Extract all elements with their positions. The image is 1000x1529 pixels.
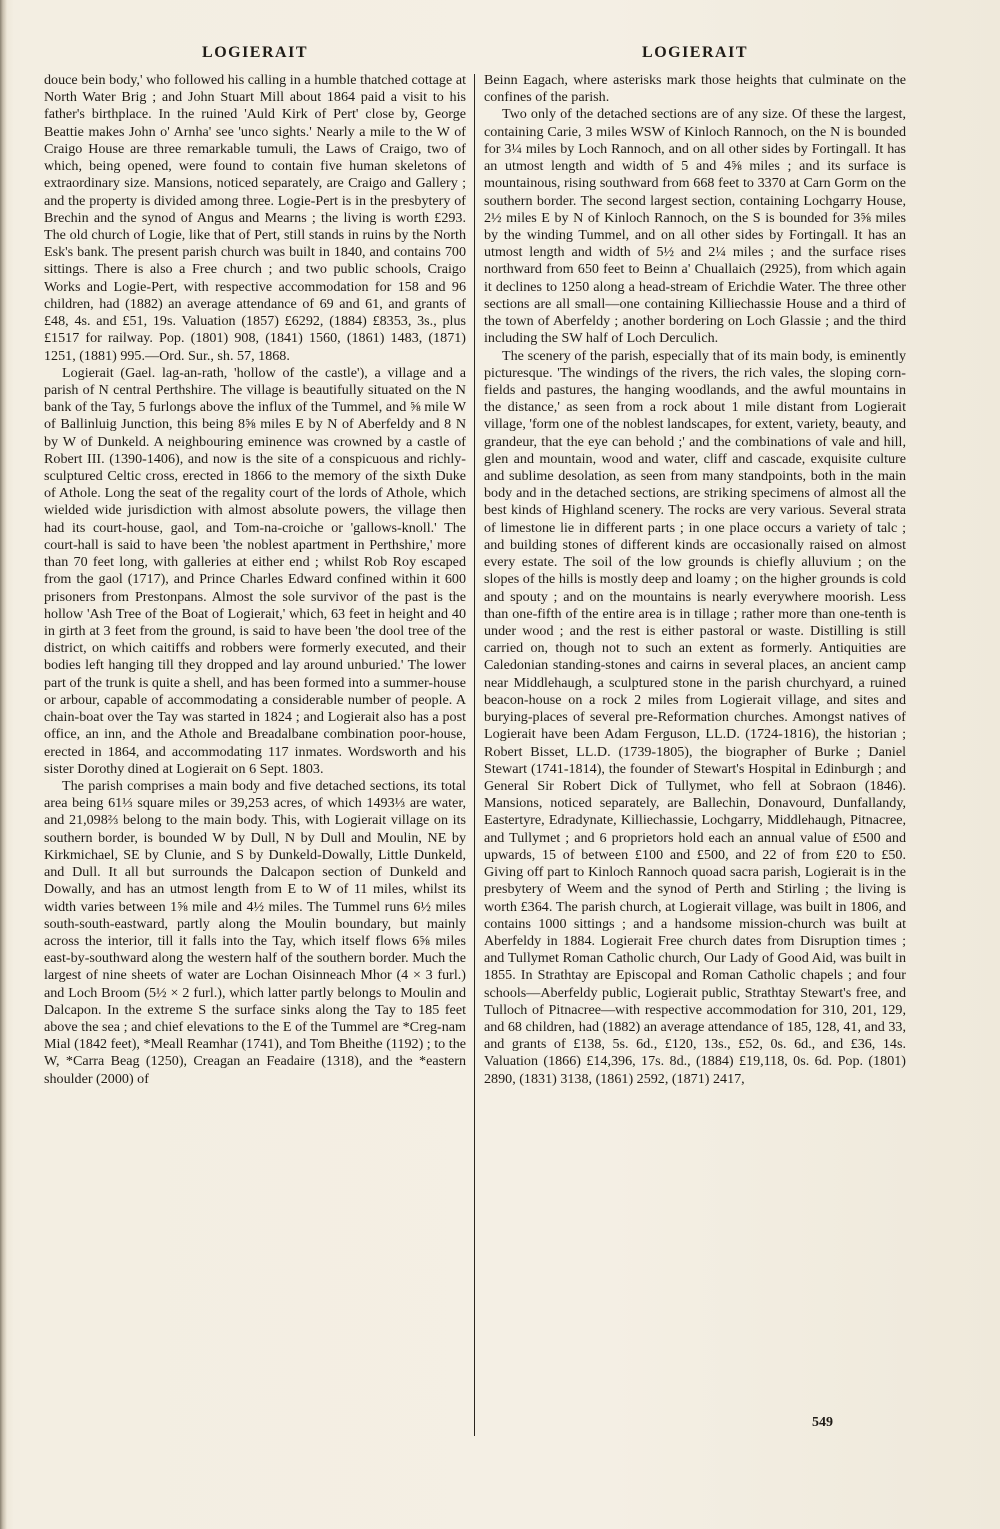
left-paragraph-1: douce bein body,' who followed his calling in a humble thatched cottage at North Water Brig ; and John Stuart Mill about 1864 paid a visit to his father's birthplace. In the ruined 'Auld Kirk of Pert' close by, George Beattie makes John o' Arnha' see 'unco sights.' Nearly a mile to the W of Craigo House are three remarkable tumuli, the Laws of Craigo, two of which, being opened, were found to contain five human skeletons of extraordinary size. Mansions, noticed separately, are Craigo and Gallery ; and the property is divided among three. Logie-Pert is in the presbytery of Brechin and the synod of Angus and Mearns ; the living is worth £293. The old church of Logie, like that of Pert, still stands in ruins by the North Esk's bank. The present parish church was built in 1840, and contains 700 sittings. There is also a Free church ; and two public schools, Craigo Works and Logie-Pert, with respective accommodation for 158 and 96 children, had (1882) an average attendance of 69 and 61, and grants of £48, 4s. and £51, 19s. Valuation (1857) £6292, (1884) £8353, 3s., plus £1517 for railway. Pop. (1801) 908, (1841) 1560, (1861) 1483, (1871) 1251, (1881) 995.—Ord. Sur., sh. 57, 1868. <box>44 72 466 364</box>
right-paragraph-1: Beinn Eagach, where asterisks mark those heights that culminate on the confines of the parish. <box>484 72 906 106</box>
column-divider <box>474 74 475 1436</box>
binding-edge <box>0 0 7 1529</box>
right-paragraph-3: The scenery of the parish, especially that of its main body, is eminently picturesque. 'The windings of the rivers, the rich vales, the sloping corn-fields and pastures, the hanging woodlands, and the awful mountains in the distance,' as seen from a rock about 1 mile distant from Logierait village, 'form one of the noblest landscapes, for extent, variety, beauty, and grandeur, that the eye can behold ;' and the combinations of vale and hill, glen and mountain, wood and water, cliff and cascade, exquisite culture and sublime desolation, as seen from many standpoints, both in the main body and in the detached sections, are striking specimens of almost all the best kinds of Highland scenery. The rocks are very various. Several strata of limestone lie in different parts ; in one place occurs a variety of talc ; and building stones of different kinds are occasionally raised on almost every estate. The soil of the low grounds is chiefly alluvium ; on the slopes of the hills is mostly deep and loamy ; on the higher grounds is cold and spouty ; and on the mountains is nearly everywhere moorish. Less than one-fifth of the entire area is in tillage ; rather more than one-tenth is under wood ; and the rest is either pastoral or waste. Distilling is still carried on, though not to such an extent as formerly. Antiquities are Caledonian standing-stones and cairns in several places, an ancient camp near Middlehaugh, a sculptured stone in the parish churchyard, a ruined beacon-house on a rock 2 miles from Logierait village, and sites and burying-places of several pre-Reformation churches. Amongst natives of Logierait have been Adam Ferguson, LL.D. (1724-1816), the historian ; Robert Bisset, LL.D. (1739-1805), the biographer of Burke ; Daniel Stewart (1741-1814), the founder of Stewart's Hospital in Edinburgh ; and General Sir Robert Dick of Tullymet, who fell at Sobraon (1846). Mansions, noticed separately, are Ballechin, Donavourd, Dunfallandy, Eastertyre, Edradynate, Killiechassie, Lochgarry, Middlehaugh, Pitnacree, and Tullymet ; and 6 proprietors hold each an annual value of £500 and upwards, 15 of between £100 and £500, and 22 of from £20 to £50. Giving off part to Kinloch Rannoch quoad sacra parish, Logierait is in the presbytery of Weem and the synod of Perth and Stirling ; the living is worth £364. The parish church, at Logierait village, was built in 1806, and contains 1000 sittings ; and a handsome mission-church was built at Aberfeldy in 1884. Logierait Free church dates from Disruption times ; and Tullymet Roman Catholic church, Our Lady of Good Aid, was built in 1855. In Strathtay are Episcopal and Roman Catholic chapels ; and four schools—Aberfeldy public, Logierait public, Strathtay Stewart's free, and Tulloch of Pitnacree—with respective accommodation for 310, 201, 129, and 68 children, had (1882) an average attendance of 185, 128, 41, and 33, and grants of £138, 5s. 6d., £120, 13s., £52, 0s. 6d., and £36, 14s. Valuation (1866) £14,396, 17s. 8d., (1884) £19,118, 0s. 6d. Pop. (1801) 2890, (1831) 3138, (1861) 2592, (1871) 2417, <box>484 347 906 1087</box>
right-running-head: LOGIERAIT <box>642 44 748 61</box>
left-running-head: LOGIERAIT <box>202 44 308 61</box>
right-column <box>484 72 906 1088</box>
left-column <box>44 72 466 1088</box>
right-paragraph-2: Two only of the detached sections are of any size. Of these the largest, containing Carie, 3 miles WSW of Kinloch Rannoch, on the N is bounded for 3¼ miles by Loch Rannoch, and on all other sides by Fortingall. It has an utmost length and width of 5 and 4⅝ miles ; and its surface is mountainous, rising southward from 668 feet to 3370 at Carn Gorm on the southern border. The second largest section, containing Lochgarry House, 2½ miles E by N of Kinloch Rannoch, on the S is bounded for 3⅝ miles by the winding Tummel, and on all other sides by Fortingall. It has an utmost length and width of 5½ and 2¼ miles ; and the surface rises northward from 650 feet to Beinn a' Chuallaich (2925), from which again it declines to 1250 along a head-stream of Erichdie Water. The three other sections are all small—one containing Killiechassie House and a third of the town of Aberfeldy ; another bordering on Loch Glassie ; and the third including the SW half of Loch Derculich. <box>484 106 906 347</box>
page-number: 549 <box>812 1415 833 1430</box>
left-paragraph-3: The parish comprises a main body and five detached sections, its total area being 61⅓ square miles or 39,253 acres, of which 1493⅓ are water, and 21,098⅔ belong to the main body. This, with Logierait village on its southern border, is bounded W by Dull, N by Dull and Moulin, NE by Kirkmichael, SE by Clunie, and S by Dunkeld-Dowally, Little Dunkeld, and Dull. It all but surrounds the Dalcapon section of Dunkeld and Dowally, and has an utmost length from E to W of 11 miles, whilst its width varies between 1⅝ mile and 4½ miles. The Tummel runs 6½ miles south-south-eastward, partly along the Moulin boundary, but mainly across the interior, till it falls into the Tay, which itself flows 6⅝ miles east-by-southward along the western half of the southern border. Much the largest of nine sheets of water are Lochan Oisinneach Mhor (4 × 3 furl.) and Loch Broom (5½ × 2 furl.), which latter partly belongs to Moulin and Dalcapon. In the extreme S the surface sinks along the Tay to 185 feet above the sea ; and chief elevations to the E of the Tummel are *Creg-nam Mial (1842 feet), *Meall Reamhar (1741), and Tom Bheithe (1192) ; to the W, *Carra Beag (1250), Creagan an Feadaire (1318), and the *eastern shoulder (2000) of <box>44 777 466 1087</box>
left-paragraph-2: Logierait (Gael. lag-an-rath, 'hollow of the castle'), a village and a parish of N central Perthshire. The village is beautifully situated on the N bank of the Tay, 5 furlongs above the influx of the Tummel, and ⅝ mile W of Ballinluig Junction, this being 8⅝ miles E by N of Aberfeldy and 8 N by W of Dunkeld. A neighbouring eminence was crowned by a castle of Robert III. (1390-1406), and now is the site of a conspicuous and richly-sculptured Celtic cross, erected in 1866 to the memory of the sixth Duke of Athole. Long the seat of the regality court of the lords of Athole, which wielded wide jurisdiction with almost absolute powers, the village then had its court-house, gaol, and Tom-na-croiche or 'gallows-knoll.' The court-hall is said to have been 'the noblest apartment in Perthshire,' more than 70 feet long, with galleries at either end ; whilst Rob Roy escaped from the gaol (1717), and Prince Charles Edward confined within it 600 prisoners from Prestonpans. Almost the sole survivor of the past is the hollow 'Ash Tree of the Boat of Logierait,' which, 63 feet in height and 40 in girth at 3 feet from the ground, is said to have been 'the dool tree of the district, on which caitiffs and robbers were formerly executed, and their bodies left hanging till they dropped and lay around unburied.' The lower part of the trunk is quite a shell, and has been formed into a summer-house or arbour, capable of accommodating a considerable number of people. A chain-boat over the Tay was started in 1824 ; and Logierait also has a post office, an inn, and the Athole and Breadalbane combination poor-house, erected in 1864, and accommodating 117 inmates. Wordsworth and his sister Dorothy dined at Logierait on 6 Sept. 1803. <box>44 364 466 777</box>
